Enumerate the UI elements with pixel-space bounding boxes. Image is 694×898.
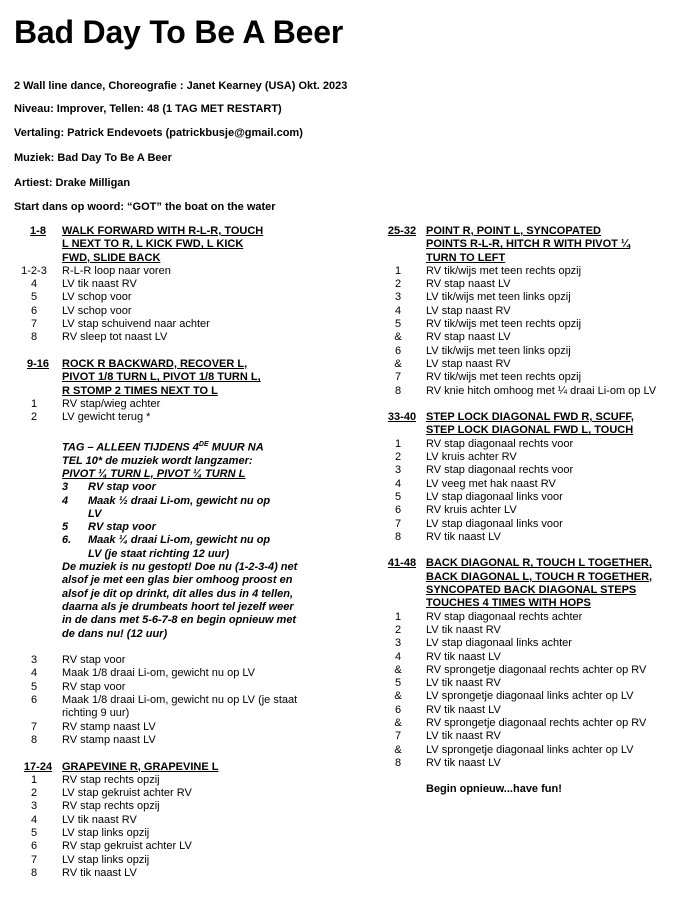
tag-step-count: 5	[62, 521, 69, 534]
step-text: RV stap voor	[62, 654, 126, 667]
step-text: RV stap gekruist achter LV	[62, 840, 192, 853]
step-text: RV stap naast LV	[426, 331, 511, 344]
section-title-line: SYNCOPATED BACK DIAGONAL STEPS	[426, 584, 637, 597]
tag-step-count: 4	[62, 494, 69, 507]
step-row	[14, 854, 334, 867]
step-text: LV tik/wijs met teen links opzij	[426, 291, 571, 304]
header-line: Niveau: Improver, Tellen: 48 (1 TAG MET RESTART)	[14, 103, 282, 115]
step-count: &	[394, 743, 402, 756]
tag-step-count: 3	[62, 481, 69, 494]
step-count: 8	[394, 530, 402, 543]
tag-title: MUUR NA	[208, 441, 264, 454]
step-text: LV schop voor	[62, 304, 132, 317]
step-row	[378, 291, 688, 304]
step-row	[378, 624, 688, 637]
step-row	[14, 734, 334, 747]
step-row	[378, 265, 688, 278]
step-row	[14, 305, 334, 318]
step-count: 1	[394, 437, 402, 450]
step-row	[378, 531, 688, 544]
step-count: 2	[394, 451, 402, 464]
step-text: RV sleep tot naast LV	[62, 331, 168, 344]
step-row	[378, 518, 688, 531]
section-title-line: ROCK R BACKWARD, RECOVER L,	[62, 357, 248, 370]
step-row	[14, 814, 334, 827]
section-title-line: TOUCHES 4 TIMES WITH HOPS	[426, 597, 591, 610]
step-row	[378, 757, 688, 770]
tag-step	[62, 521, 302, 534]
section-counts: 9-16	[26, 357, 50, 370]
step-count: 4	[30, 813, 38, 826]
step-row	[378, 305, 688, 318]
step-count: 3	[394, 464, 402, 477]
tag-step	[62, 481, 302, 494]
section-title-line: R STOMP 2 TIMES NEXT TO L	[62, 384, 218, 397]
step-text: Maak 1/8 draai Li-om, gewicht nu op LV	[62, 667, 256, 680]
section-counts: 1-8	[30, 225, 46, 237]
end-note: Begin opnieuw...have fun!	[426, 783, 562, 796]
spacer	[378, 770, 688, 783]
step-count: 8	[30, 331, 38, 344]
step-row	[378, 278, 688, 291]
step-row	[14, 827, 334, 840]
tag-subheading: PIVOT ¼ TURN L, PIVOT ¼ TURN L	[62, 468, 246, 480]
step-row	[378, 717, 688, 730]
section-heading	[14, 225, 334, 265]
step-row	[14, 681, 334, 694]
step-text: LV veeg met hak naast RV	[426, 477, 556, 490]
section-heading	[378, 225, 688, 265]
step-count: 1	[30, 397, 38, 410]
step-count: 2	[394, 623, 402, 636]
step-count: 6	[394, 344, 402, 357]
step-text: RV tik naast LV	[426, 756, 501, 769]
tag-block	[62, 438, 302, 641]
section-counts: 41-48	[387, 557, 417, 570]
tag-step-count: 6.	[62, 534, 72, 547]
tag-note: De muziek is nu gestopt! Doe nu (1-2-3-4) net alsof je met een glas bier omhoog proost en alsof je dit op drinkt, dit alles dus in 4 tellen, daarna als je drumbeats hoort tel jezelf weer in de dans met 5-6-7-8 en begin opnieuw met de dans nu! (12 uur)	[62, 561, 298, 640]
section-title	[62, 358, 261, 398]
section-title	[62, 761, 218, 774]
step-count: &	[394, 663, 402, 676]
section-heading	[14, 761, 334, 774]
spacer	[14, 880, 334, 893]
step-count: 1-2-3	[21, 264, 47, 277]
step-count: 2	[30, 411, 38, 424]
step-count: 4	[394, 650, 402, 663]
section-title-line: POINTS R-L-R, HITCH R WITH PIVOT ¼	[426, 238, 631, 251]
step-text: RV stap diagonaal rechts achter	[426, 610, 583, 623]
step-row	[378, 611, 688, 624]
step-text: RV stap rechts opzij	[62, 773, 160, 786]
step-text: LV tik/wijs met teen links opzij	[426, 344, 571, 357]
step-row	[378, 504, 688, 517]
step-count: 8	[394, 384, 402, 397]
header-line: Vertaling: Patrick Endevoets (patrickbusje@gmail.com)	[14, 127, 303, 139]
section-title-line: STEP LOCK DIAGONAL FWD R, SCUFF,	[426, 411, 634, 424]
step-row	[378, 478, 688, 491]
step-count: 3	[30, 654, 38, 667]
step-text: RV tik naast LV	[426, 650, 501, 663]
step-count: 6	[30, 694, 38, 707]
step-text: LV stap naast RV	[426, 304, 511, 317]
step-text: LV tik naast RV	[62, 813, 137, 826]
step-row	[378, 331, 688, 344]
step-count: 6	[30, 840, 38, 853]
tag-title: TAG – ALLEEN TIJDENS 4	[62, 441, 199, 454]
step-text: R-L-R loop naar voren	[62, 264, 171, 277]
header-line: Artiest: Drake Milligan	[14, 177, 131, 189]
step-count: 1	[30, 773, 38, 786]
section-counts: 33-40	[387, 411, 417, 424]
step-text: LV stap gekruist achter RV	[62, 787, 192, 800]
step-row	[14, 278, 334, 291]
step-count: 5	[394, 677, 402, 690]
step-count: 2	[30, 787, 38, 800]
section-title	[62, 225, 263, 265]
tag-step	[62, 534, 302, 561]
step-count: &	[394, 357, 402, 370]
tag-title-line	[62, 438, 302, 455]
step-count: 3	[394, 291, 402, 304]
step-text: RV sprongetje diagonaal rechts achter op RV	[426, 716, 647, 729]
header-line: Start dans op woord: “GOT” the boat on the water	[14, 201, 276, 213]
step-text: RV tik naast LV	[426, 530, 501, 543]
step-count: 4	[30, 667, 38, 680]
tag-title-sup: DE	[198, 440, 209, 448]
step-text: RV stap diagonaal rechts voor	[426, 464, 574, 477]
step-text: RV stap/wieg achter	[62, 397, 161, 410]
tag-step-text: RV stap voor	[88, 521, 156, 534]
step-row	[14, 331, 334, 344]
step-text: RV tik naast LV	[62, 866, 137, 879]
step-text: LV stap schuivend naar achter	[62, 318, 210, 331]
section-title-line: BACK DIAGONAL R, TOUCH L TOGETHER,	[426, 557, 652, 570]
step-count: 7	[394, 371, 402, 384]
step-row	[14, 265, 334, 278]
step-row	[14, 411, 334, 424]
step-row	[378, 730, 688, 743]
step-count: 6	[30, 304, 38, 317]
step-row	[14, 787, 334, 800]
spacer	[14, 641, 334, 654]
spacer	[14, 747, 334, 760]
step-text: RV tik/wijs met teen rechts opzij	[426, 264, 582, 277]
step-text: LV tik naast RV	[62, 278, 137, 291]
step-row	[378, 704, 688, 717]
step-text: LV tik naast RV	[426, 730, 501, 743]
step-row	[378, 690, 688, 703]
step-count: 7	[394, 730, 402, 743]
step-row	[378, 451, 688, 464]
step-text: RV tik/wijs met teen rechts opzij	[426, 371, 582, 384]
step-row	[378, 491, 688, 504]
step-row	[378, 637, 688, 650]
step-text: LV kruis achter RV	[426, 451, 517, 464]
step-text: RV tik naast LV	[426, 703, 501, 716]
step-row	[378, 438, 688, 451]
step-count: 8	[30, 733, 38, 746]
tag-step-text: RV stap voor	[88, 481, 156, 494]
step-text: RV stap rechts opzij	[62, 800, 160, 813]
step-text: LV stap diagonaal links voor	[426, 490, 563, 503]
section-title	[426, 557, 652, 610]
section-heading	[378, 411, 688, 438]
spacer	[14, 424, 334, 437]
step-count: 7	[394, 517, 402, 530]
step-text: RV stap naast LV	[426, 278, 511, 291]
section-heading	[14, 358, 334, 398]
section-title-line: STEP LOCK DIAGONAL FWD L, TOUCH	[426, 424, 634, 437]
step-text: LV stap diagonaal links voor	[426, 517, 563, 530]
step-count: 5	[30, 291, 38, 304]
step-row	[14, 318, 334, 331]
section-title	[426, 225, 630, 265]
step-row	[378, 651, 688, 664]
section-title-line: FWD, SLIDE BACK	[62, 251, 161, 264]
step-row	[14, 291, 334, 304]
step-text: LV gewicht terug *	[62, 411, 151, 424]
step-text: LV tik naast RV	[426, 677, 501, 690]
spacer	[378, 544, 688, 557]
step-row	[378, 371, 688, 384]
section-title-line: L NEXT TO R, L KICK FWD, L KICK	[62, 238, 244, 251]
step-text: RV stamp naast LV	[62, 733, 156, 746]
section-title	[426, 411, 634, 438]
step-count: 7	[30, 318, 38, 331]
step-count: 6	[394, 703, 402, 716]
step-text: LV stap links opzij	[62, 853, 150, 866]
section-title-line: WALK FORWARD WITH R-L-R, TOUCH	[62, 225, 264, 237]
step-text: LV stap naast RV	[426, 357, 511, 370]
step-count: 1	[394, 264, 402, 277]
section-title-line: TURN TO LEFT	[426, 251, 506, 264]
step-row	[14, 667, 334, 680]
step-text: RV kruis achter LV	[426, 504, 517, 517]
tag-step	[62, 495, 302, 522]
step-count: 1	[394, 610, 402, 623]
step-text: RV sprongetje diagonaal rechts achter op RV	[426, 663, 647, 676]
step-count: 8	[30, 866, 38, 879]
step-count: 3	[394, 637, 402, 650]
step-row	[378, 744, 688, 757]
step-row	[378, 464, 688, 477]
step-count: 7	[30, 853, 38, 866]
step-row	[14, 774, 334, 787]
step-text: LV stap links opzij	[62, 827, 150, 840]
step-row	[14, 654, 334, 667]
step-row	[14, 867, 334, 880]
header-line: 2 Wall line dance, Choreografie : Janet Kearney (USA) Okt. 2023	[14, 80, 348, 92]
step-count: 5	[30, 827, 38, 840]
step-text: LV tik naast RV	[426, 623, 501, 636]
step-row	[14, 694, 334, 721]
page-title: Bad Day To Be A Beer	[14, 14, 344, 50]
step-row	[378, 345, 688, 358]
section-counts: 17-24	[23, 760, 53, 773]
step-text: LV stap diagonaal links achter	[426, 637, 572, 650]
right-column	[378, 225, 688, 797]
section-title-line: PIVOT 1/8 TURN L, PIVOT 1/8 TURN L,	[62, 371, 261, 384]
step-row	[378, 677, 688, 690]
step-count: 6	[394, 504, 402, 517]
step-row	[14, 800, 334, 813]
step-count: 7	[30, 720, 38, 733]
step-count: &	[394, 331, 402, 344]
step-text: Maak 1/8 draai Li-om, gewicht nu op LV (je staat richting 9 uur)	[62, 694, 298, 720]
section-title-line: GRAPEVINE R, GRAPEVINE L	[62, 760, 219, 773]
spacer	[14, 345, 334, 358]
step-text: LV sprongetje diagonaal links achter op LV	[426, 743, 634, 756]
step-row	[378, 664, 688, 677]
section-title-line: POINT R, POINT L, SYNCOPATED	[426, 225, 601, 237]
step-count: 4	[30, 278, 38, 291]
step-count: 5	[394, 490, 402, 503]
left-column	[14, 225, 334, 894]
step-text: LV schop voor	[62, 291, 132, 304]
step-count: 3	[30, 800, 38, 813]
tag-step-text: Maak ½ draai Li-om, gewicht nu op LV	[88, 494, 271, 520]
step-row	[378, 358, 688, 371]
tag-title-line: TEL 10* de muziek wordt langzamer:	[62, 454, 253, 467]
step-text: RV tik/wijs met teen rechts opzij	[426, 318, 582, 331]
step-count: &	[394, 690, 402, 703]
step-row	[378, 318, 688, 331]
step-count: 8	[394, 756, 402, 769]
step-row	[14, 721, 334, 734]
step-row	[14, 398, 334, 411]
spacer	[378, 398, 688, 411]
step-text: RV knie hitch omhoog met ¼ draai Li-om op LV	[426, 384, 657, 397]
step-count: 2	[394, 278, 402, 291]
section-counts: 25-32	[387, 225, 417, 237]
step-count: 5	[30, 680, 38, 693]
section-title-line: BACK DIAGONAL L, TOUCH R TOGETHER,	[426, 570, 653, 583]
step-row	[378, 385, 688, 398]
step-text: RV stap voor	[62, 680, 126, 693]
step-text: RV stap diagonaal rechts voor	[426, 437, 574, 450]
tag-step-text: Maak ¼ draai Li-om, gewicht nu op LV (je staat richting 12 uur)	[88, 534, 271, 560]
header-line: Muziek: Bad Day To Be A Beer	[14, 152, 172, 164]
step-text: LV sprongetje diagonaal links achter op LV	[426, 690, 634, 703]
step-count: 4	[394, 304, 402, 317]
step-row	[14, 840, 334, 853]
step-count: &	[394, 716, 402, 729]
step-count: 5	[394, 318, 402, 331]
step-count: 4	[394, 477, 402, 490]
section-heading	[378, 557, 688, 610]
step-text: RV stamp naast LV	[62, 720, 156, 733]
